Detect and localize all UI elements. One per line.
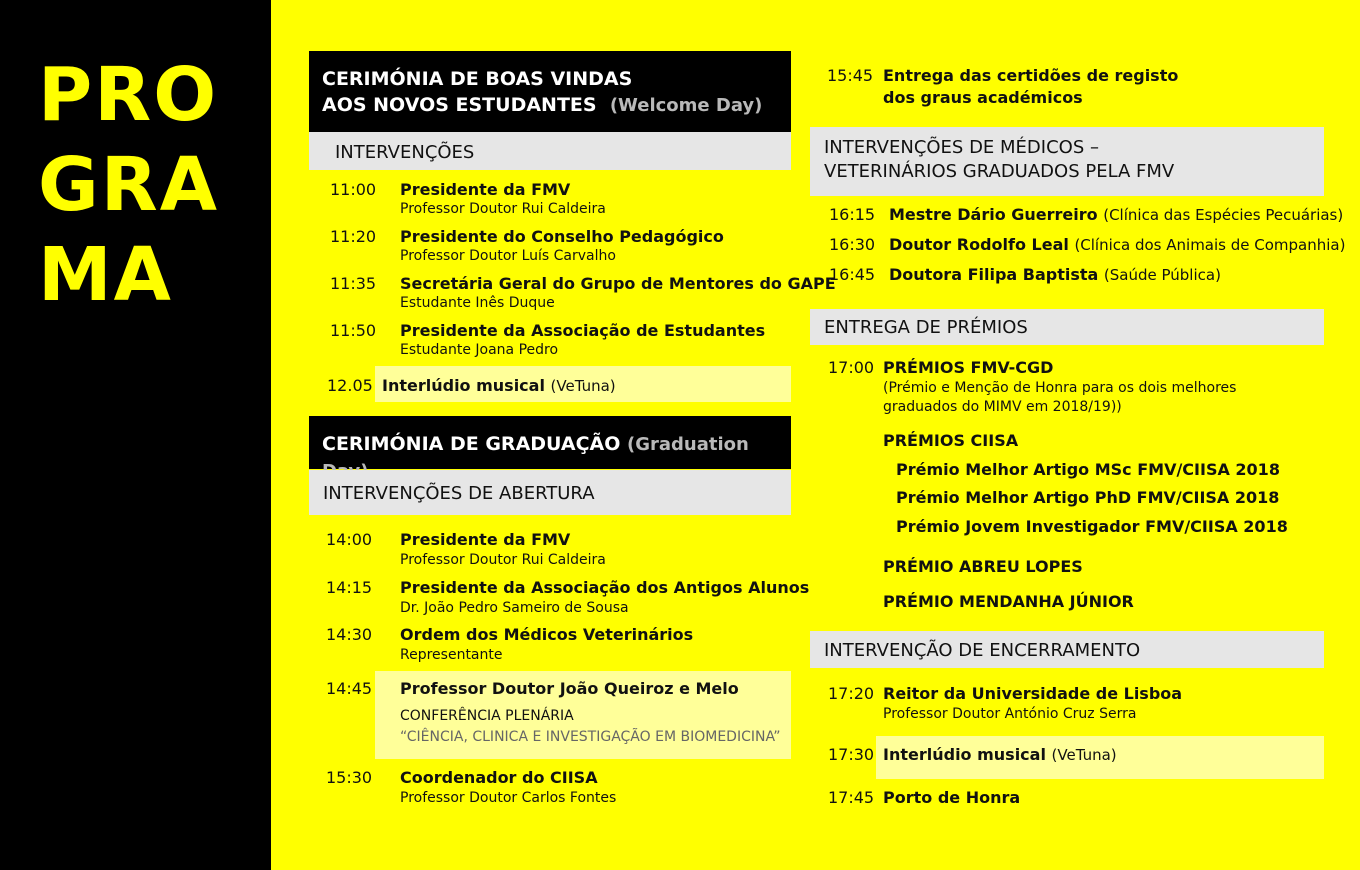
item-time: 16:15 — [829, 205, 876, 224]
interlude-label: Interlúdio musical — [883, 745, 1046, 764]
interlude-time: 12.05 — [327, 376, 373, 395]
item-time: 16:45 — [829, 265, 876, 284]
graduate-name: Doutor Rodolfo Leal — [889, 235, 1069, 254]
item-time: 11:20 — [330, 227, 377, 246]
item-time: 17:20 — [828, 684, 875, 703]
graduation-heading-title: CERIMÓNIA DE GRADUAÇÃO — [322, 433, 621, 455]
item-subtitle: Dr. João Pedro Sameiro de Sousa — [400, 600, 629, 616]
item-time: 11:35 — [330, 274, 377, 293]
graduate-name: Doutora Filipa Baptista — [889, 265, 1099, 284]
item-title: Presidente do Conselho Pedagógico — [400, 227, 724, 246]
interlude-title — [883, 745, 1117, 764]
conference-speaker: Professor Doutor João Queiroz e Melo — [400, 679, 739, 698]
item-time: 14:15 — [326, 578, 373, 597]
graduate-item — [889, 265, 1221, 284]
item-title: Ordem dos Médicos Veterinários — [400, 625, 694, 644]
item-title: Presidente da FMV — [400, 530, 571, 549]
ciisa-title: PRÉMIOS CIISA — [883, 431, 1019, 450]
item-time: 11:00 — [330, 180, 377, 199]
cgd-title: PRÉMIOS FMV-CGD — [883, 358, 1054, 377]
final-title: Porto de Honra — [883, 788, 1021, 807]
ciisa-award: Prémio Melhor Artigo MSc FMV/CIISA 2018 — [896, 460, 1280, 479]
item-subtitle: Estudante Joana Pedro — [400, 342, 559, 358]
welcome-heading-line2: AOS NOVOS ESTUDANTES — [322, 94, 597, 116]
certificates-line1: Entrega das certidões de registo — [883, 66, 1179, 85]
item-subtitle: Estudante Inês Duque — [400, 295, 555, 311]
ciisa-award: Prémio Jovem Investigador FMV/CIISA 2018 — [896, 517, 1288, 536]
graduate-note: (Clínica dos Animais de Companhia) — [1074, 236, 1346, 254]
item-title: Reitor da Universidade de Lisboa — [883, 684, 1183, 703]
awards-time: 17:00 — [828, 358, 875, 377]
opening-section-label: INTERVENÇÕES DE ABERTURA — [323, 483, 595, 504]
item-title: Secretária Geral do Grupo de Mentores do GAPE — [400, 274, 836, 293]
graduation-heading — [309, 416, 791, 469]
welcome-heading — [309, 51, 791, 132]
cgd-note: (Prémio e Menção de Honra para os dois melhores — [883, 380, 1237, 396]
graduate-item — [889, 205, 1343, 224]
cgd-note: graduados do MIMV em 2018/19)) — [883, 399, 1122, 415]
abreu-award: PRÉMIO ABREU LOPES — [883, 557, 1083, 576]
item-time: 11:50 — [330, 321, 377, 340]
item-subtitle: Professor Doutor Carlos Fontes — [400, 790, 617, 806]
graduate-note: (Clínica das Espécies Pecuárias) — [1103, 206, 1344, 224]
item-time: 14:00 — [326, 530, 373, 549]
item-title: Presidente da Associação de Estudantes — [400, 321, 766, 340]
item-time: 15:30 — [326, 768, 373, 787]
item-title: Presidente da FMV — [400, 180, 571, 199]
item-title: Coordenador do CIISA — [400, 768, 598, 787]
item-subtitle: Representante — [400, 647, 503, 663]
item-title: Presidente da Associação dos Antigos Alunos — [400, 578, 810, 597]
conference-time: 14:45 — [326, 679, 373, 698]
certificates-time: 15:45 — [827, 66, 874, 85]
item-time: 16:30 — [829, 235, 876, 254]
interlude-note: (VeTuna) — [550, 377, 616, 395]
conference-label: CONFERÊNCIA PLENÁRIA — [400, 708, 574, 724]
item-subtitle: Professor Doutor Rui Caldeira — [400, 201, 606, 217]
closing-section-label: INTERVENÇÃO DE ENCERRAMENTO — [824, 640, 1141, 661]
item-subtitle: Professor Doutor António Cruz Serra — [883, 706, 1137, 722]
graduates-section-line1: INTERVENÇÕES DE MÉDICOS – — [824, 137, 1099, 158]
item-time: 14:30 — [326, 625, 373, 644]
programa-title — [38, 50, 219, 320]
sidebar — [0, 0, 271, 870]
conference-topic: “CIÊNCIA, CLINICA E INVESTIGAÇÃO EM BIOMEDICINA” — [400, 729, 781, 745]
interlude-title — [382, 376, 616, 395]
welcome-heading-line1: CERIMÓNIA DE BOAS VINDAS — [322, 68, 633, 90]
awards-section — [810, 309, 1324, 345]
welcome-section-label: INTERVENÇÕES — [335, 142, 475, 163]
graduates-section-line2: VETERINÁRIOS GRADUADOS PELA FMV — [824, 161, 1175, 182]
closing-section — [810, 631, 1324, 668]
graduate-name: Mestre Dário Guerreiro — [889, 205, 1098, 224]
title-line: GRA — [38, 142, 219, 228]
ciisa-award: Prémio Melhor Artigo PhD FMV/CIISA 2018 — [896, 488, 1280, 507]
title-line: PRO — [38, 52, 219, 138]
interlude-time: 17:30 — [828, 745, 875, 764]
welcome-section — [309, 132, 791, 170]
interlude-label: Interlúdio musical — [382, 376, 545, 395]
item-subtitle: Professor Doutor Luís Carvalho — [400, 248, 616, 264]
item-subtitle: Professor Doutor Rui Caldeira — [400, 552, 606, 568]
interlude-note: (VeTuna) — [1051, 746, 1117, 764]
certificates-line2: dos graus académicos — [883, 88, 1083, 107]
mendanha-award: PRÉMIO MENDANHA JÚNIOR — [883, 592, 1134, 611]
graduates-section — [810, 127, 1324, 196]
welcome-heading-sub: (Welcome Day) — [609, 95, 763, 116]
graduate-item — [889, 235, 1345, 254]
awards-section-label: ENTREGA DE PRÉMIOS — [824, 317, 1028, 338]
graduate-note: (Saúde Pública) — [1103, 266, 1221, 284]
graduation-heading-sub: (Graduation — [627, 434, 749, 455]
final-time: 17:45 — [828, 788, 875, 807]
opening-section — [309, 470, 791, 515]
title-line: MA — [38, 232, 173, 318]
